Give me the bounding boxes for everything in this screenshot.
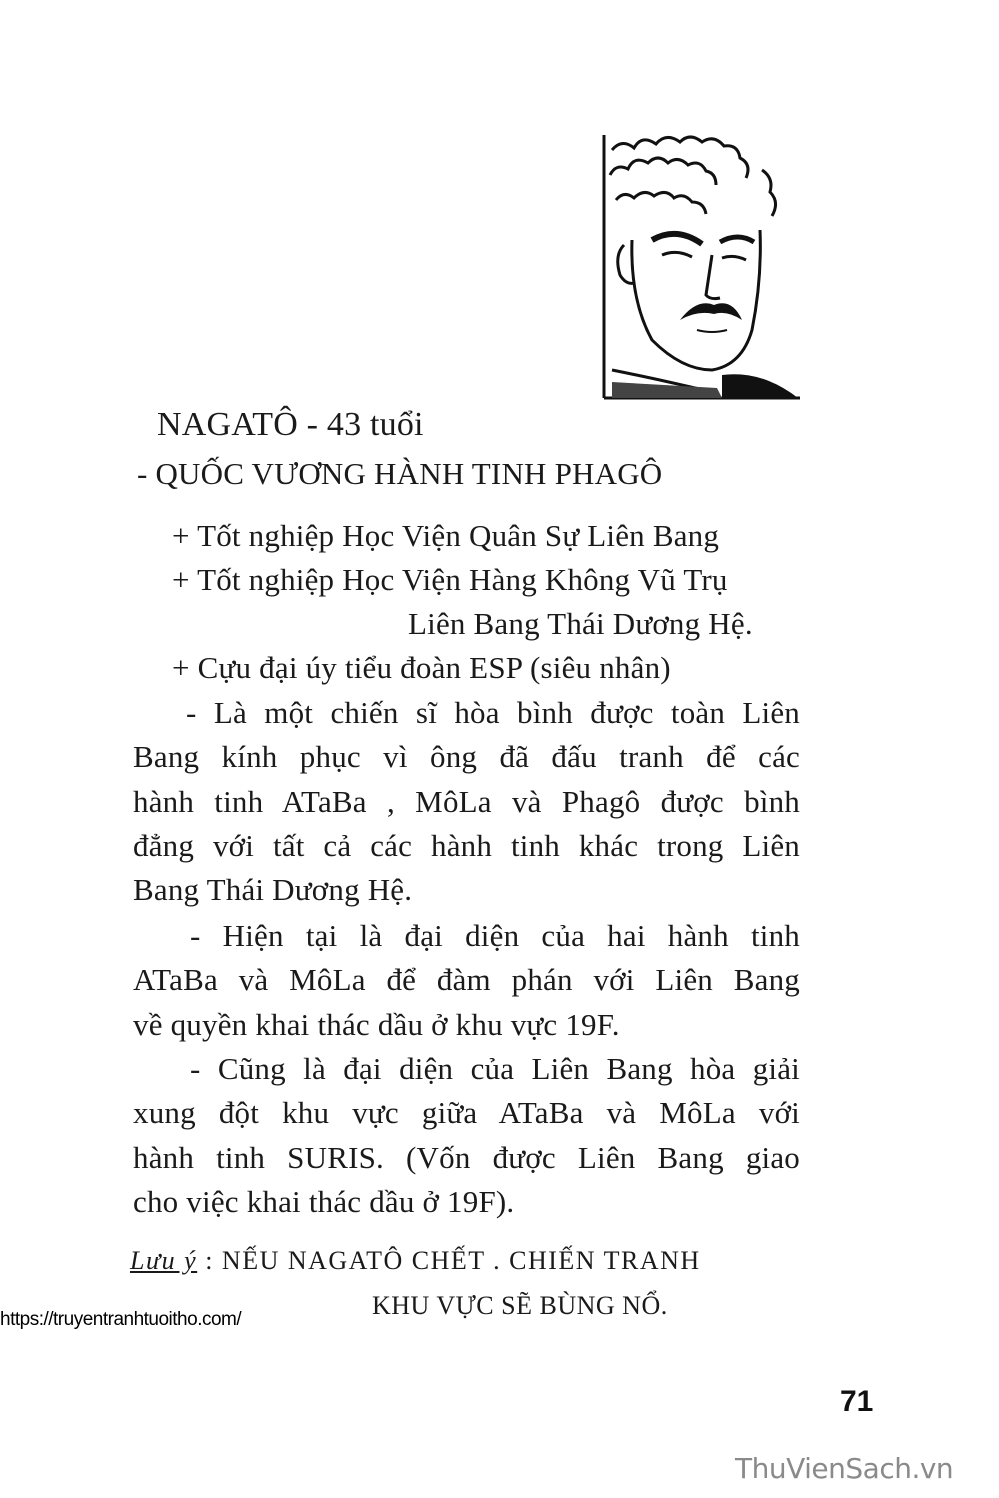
credential-item-continuation: Liên Bang Thái Dương Hệ. xyxy=(408,606,753,641)
paragraph-line: ATaBa và MôLa để đàm phán với Liên Bang xyxy=(133,962,800,997)
paragraph-line: đẳng với tất cả các hành tinh khác trong Liên xyxy=(133,828,800,863)
portrait-icon xyxy=(602,130,802,403)
credential-item: + Tốt nghiệp Học Viện Quân Sự Liên Bang xyxy=(172,518,720,553)
note-line-1: NẾU NAGATÔ CHẾT . CHIẾN TRANH xyxy=(221,1246,701,1275)
paragraph-line: cho việc khai thác dầu ở 19F). xyxy=(133,1184,515,1219)
warning-note xyxy=(130,1248,701,1274)
paragraph-line: - Cũng là đại diện của Liên Bang hòa giải xyxy=(190,1051,800,1086)
credential-item: + Tốt nghiệp Học Viện Hàng Không Vũ Trụ xyxy=(172,562,728,597)
paragraph-line: về quyền khai thác dầu ở khu vực 19F. xyxy=(133,1007,620,1042)
site-watermark: ThuVienSach.vn xyxy=(735,1452,954,1485)
paragraph-line: hành tinh ATaBa , MôLa và Phagô được bình xyxy=(133,784,800,819)
credential-item: + Cựu đại úy tiểu đoàn ESP (siêu nhân) xyxy=(172,650,671,685)
note-label: Lưu ý xyxy=(130,1246,198,1275)
paragraph-line: Bang kính phục vì ông đã đấu tranh để các xyxy=(133,739,800,774)
character-role: - QUỐC VƯƠNG HÀNH TINH PHAGÔ xyxy=(137,456,663,491)
page-number: 71 xyxy=(840,1385,874,1418)
source-url-link[interactable]: https://truyentranhtuoitho.com/ xyxy=(0,1309,242,1330)
paragraph-line: - Là một chiến sĩ hòa bình được toàn Liên xyxy=(186,695,800,730)
paragraph-line: xung đột khu vực giữa ATaBa và MôLa với xyxy=(133,1095,800,1130)
note-separator: : xyxy=(197,1246,222,1275)
character-portrait xyxy=(602,130,802,403)
note-line-2: KHU VỰC SẼ BÙNG NỔ. xyxy=(372,1291,668,1320)
character-name-age: NAGATÔ - 43 tuổi xyxy=(157,406,424,443)
paragraph-line: - Hiện tại là đại diện của hai hành tinh xyxy=(190,918,800,953)
paragraph-line: Bang Thái Dương Hệ. xyxy=(133,872,413,907)
paragraph-line: hành tinh SURIS. (Vốn được Liên Bang giao xyxy=(133,1140,800,1175)
